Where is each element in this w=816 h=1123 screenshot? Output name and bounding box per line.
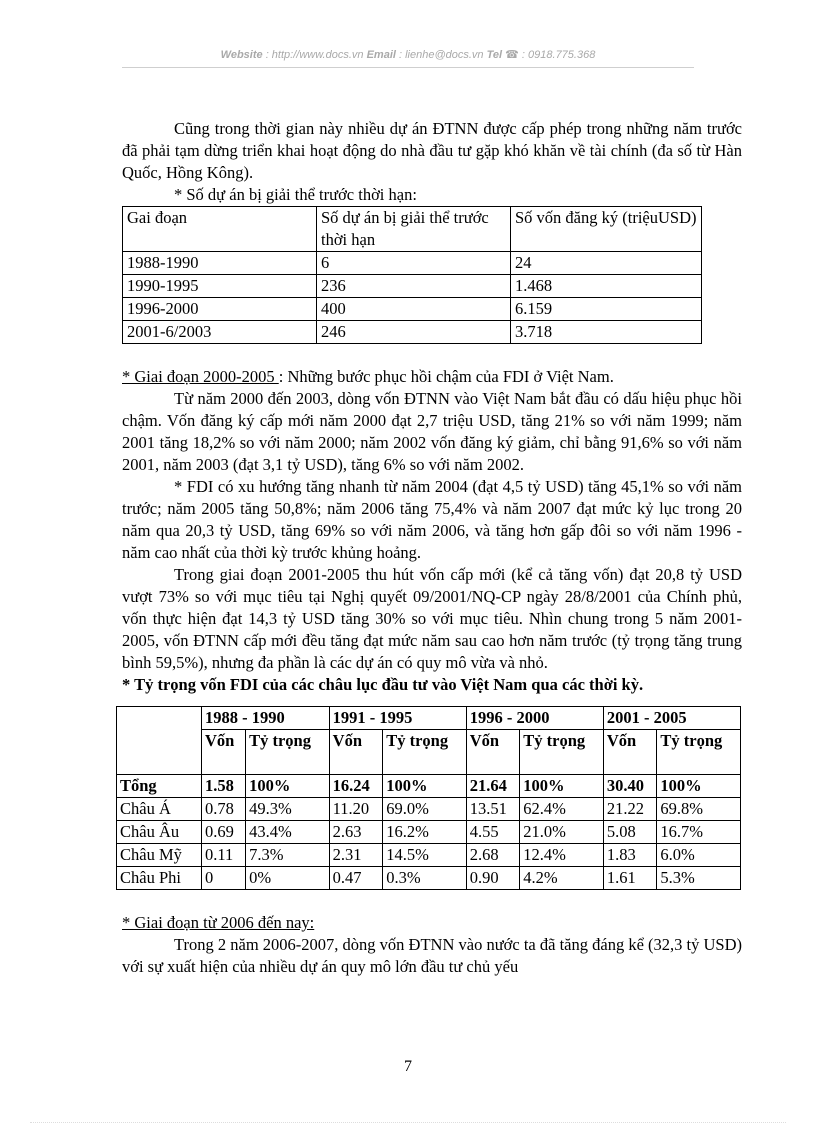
table-cell: 43.4% — [246, 821, 330, 844]
email-value[interactable]: : lienhe@docs.vn — [395, 49, 487, 61]
table-cell: 0.47 — [329, 867, 383, 890]
table-cell: 0.3% — [383, 867, 467, 890]
table-cell: 100% — [383, 775, 467, 798]
row-label: Châu Mỹ — [117, 844, 202, 867]
table-cell: 6.0% — [657, 844, 741, 867]
table-cell: 1990-1995 — [123, 275, 317, 298]
table-cell: 16.24 — [329, 775, 383, 798]
page-header — [122, 48, 694, 62]
subheader-cell: Tỷ trọng — [657, 730, 741, 775]
section-heading-underlined: * Giai đoạn từ 2006 đến nay: — [122, 913, 315, 932]
table-cell: 5.08 — [603, 821, 657, 844]
period-header: 2001 - 2005 — [603, 707, 740, 730]
section-heading-underlined: * Giai đoạn 2000-2005 — [122, 367, 279, 386]
table-cell: 62.4% — [520, 798, 604, 821]
subheader-cell: Vốn — [329, 730, 383, 775]
table-cell: 1.468 — [511, 275, 702, 298]
table-cell: 1.83 — [603, 844, 657, 867]
table-cell: 0 — [202, 867, 246, 890]
table-cell: 30.40 — [603, 775, 657, 798]
table-cell: 0.78 — [202, 798, 246, 821]
email-label: Email — [366, 49, 396, 61]
table-row — [117, 844, 741, 867]
paragraph: Trong 2 năm 2006-2007, dòng vốn ĐTNN vào nước ta đã tăng đáng kể (32,3 tỷ USD) với sự xuất hiện của nhiều dự án quy mô lớn đầu tư chủ yếu — [122, 935, 742, 976]
table-header-cell — [117, 707, 202, 775]
table-cell: 0% — [246, 867, 330, 890]
tel-label: Tel — [486, 49, 503, 61]
subheader-cell: Vốn — [202, 730, 246, 775]
table-cell: 2.68 — [466, 844, 520, 867]
table-cell: 4.2% — [520, 867, 604, 890]
table-cell: 14.5% — [383, 844, 467, 867]
paragraph: Trong giai đoạn 2001-2005 thu hút vốn cấp mới (kể cả tăng vốn) đạt 20,8 tỷ USD vượt 73% so với mục tiêu tại Nghị quyết 09/2001/NQ-CP ngày 28/8/2001 của Chính phủ, vốn thực hiện đạt 14,3 tỷ USD tăng 30% so với mục tiêu. Nhìn chung trong 5 năm 2001-2005, vốn ĐTNN cấp mới đều tăng đạt mức năm sau cao hơn năm trước (tỷ trọng tăng trung bình 59,5%), nhưng đa phần là các dự án có quy mô vừa và nhỏ. — [122, 565, 742, 672]
table-cell: 2.63 — [329, 821, 383, 844]
website-value[interactable]: : http://www.docs.vn — [262, 49, 367, 61]
table-cell: 69.8% — [657, 798, 741, 821]
table-header-cell: Số vốn đăng ký (triệuUSD) — [511, 207, 702, 252]
table-cell: 100% — [246, 775, 330, 798]
table-cell: 16.2% — [383, 821, 467, 844]
document-body — [122, 118, 742, 978]
table-subheader-row — [117, 730, 741, 775]
table1-caption: * Số dự án bị giải thể trước thời hạn: — [174, 185, 417, 204]
table-cell: 246 — [317, 321, 511, 344]
table-cell: 69.0% — [383, 798, 467, 821]
subheader-cell: Tỷ trọng — [520, 730, 604, 775]
table-row — [123, 298, 702, 321]
table-cell: 4.55 — [466, 821, 520, 844]
row-label: Châu Phi — [117, 867, 202, 890]
table-cell: 100% — [520, 775, 604, 798]
period-header: 1988 - 1990 — [202, 707, 330, 730]
table-cell: 1.58 — [202, 775, 246, 798]
table-cell: 12.4% — [520, 844, 604, 867]
table-cell: 13.51 — [466, 798, 520, 821]
table-row — [117, 798, 741, 821]
fdi-continent-table — [116, 706, 741, 890]
table-cell: 2001-6/2003 — [123, 321, 317, 344]
table-cell: 1.61 — [603, 867, 657, 890]
subheader-cell: Vốn — [603, 730, 657, 775]
subheader-cell: Vốn — [466, 730, 520, 775]
tel-value: ☎ : 0918.775.368 — [502, 49, 596, 61]
table-cell: 0.11 — [202, 844, 246, 867]
table-cell: 24 — [511, 252, 702, 275]
period-header: 1991 - 1995 — [329, 707, 466, 730]
paragraph: Cũng trong thời gian này nhiều dự án ĐTNN được cấp phép trong những năm trước đã phải tạm dừng triển khai hoạt động do nhà đầu tư gặp khó khăn về tài chính (đa số từ Hàn Quốc, Hồng Kông). — [122, 119, 742, 182]
table-cell: 400 — [317, 298, 511, 321]
table-cell: 21.64 — [466, 775, 520, 798]
period-header: 1996 - 2000 — [466, 707, 603, 730]
paragraph: * FDI có xu hướng tăng nhanh từ năm 2004 (đạt 4,5 tỷ USD) tăng 45,1% so với năm trước; năm 2005 tăng 50,8%; năm 2006 tăng 75,4% và năm 2007 đạt mức kỷ lục trong 20 năm qua 20,3 tỷ USD, tăng 69% so với năm 2006, và tăng hơn gấp đôi so với năm 1996 - năm cao nhất của thời kỳ trước khủng hoảng. — [122, 477, 742, 562]
table-cell: 1988-1990 — [123, 252, 317, 275]
table-row — [123, 321, 702, 344]
subheader-cell: Tỷ trọng — [246, 730, 330, 775]
table2-caption: * Tỷ trọng vốn FDI của các châu lục đầu tư vào Việt Nam qua các thời kỳ. — [122, 675, 644, 694]
table-cell: 1996-2000 — [123, 298, 317, 321]
table-cell: 100% — [657, 775, 741, 798]
table-row — [123, 275, 702, 298]
table-row — [123, 252, 702, 275]
table-cell: 0.90 — [466, 867, 520, 890]
section-heading — [122, 912, 742, 934]
table-cell: 49.3% — [246, 798, 330, 821]
section-heading-rest: : Những bước phục hồi chậm của FDI ở Việt Nam. — [278, 367, 614, 386]
table-cell: 7.3% — [246, 844, 330, 867]
table-cell: 0.69 — [202, 821, 246, 844]
table-row — [117, 867, 741, 890]
paragraph: Từ năm 2000 đến 2003, dòng vốn ĐTNN vào Việt Nam bắt đầu có dấu hiệu phục hồi chậm. Vốn đăng ký cấp mới năm 2000 đạt 2,7 triệu USD, tăng 21% so với năm 1999; năm 2001 tăng 18,2% so với năm 2000; năm 2002 vốn đăng ký giảm, chỉ bằng 91,6% so với năm 2001, năm 2003 (đạt 3,1 tỷ USD), tăng 6% so với năm 2002. — [122, 389, 742, 474]
header-divider — [122, 67, 694, 68]
table-cell: 5.3% — [657, 867, 741, 890]
table-cell: 21.0% — [520, 821, 604, 844]
website-label: Website — [220, 49, 263, 61]
table-cell: 21.22 — [603, 798, 657, 821]
dissolved-projects-table — [122, 206, 702, 344]
subheader-cell: Tỷ trọng — [383, 730, 467, 775]
table-row — [117, 821, 741, 844]
table-row — [117, 775, 741, 798]
table-cell: 16.7% — [657, 821, 741, 844]
table-header-cell: Gai đoạn — [123, 207, 317, 252]
table-cell: 3.718 — [511, 321, 702, 344]
row-label: Châu Á — [117, 798, 202, 821]
table-cell: 6 — [317, 252, 511, 275]
table-header-cell: Số dự án bị giải thể trước thời hạn — [317, 207, 511, 252]
table-cell: 11.20 — [329, 798, 383, 821]
row-label: Châu Âu — [117, 821, 202, 844]
table-cell: 2.31 — [329, 844, 383, 867]
table-header-row — [123, 207, 702, 252]
section-heading — [122, 366, 742, 388]
table-header-row — [117, 707, 741, 730]
table-cell: 236 — [317, 275, 511, 298]
page-number: 7 — [404, 1058, 412, 1075]
row-label: Tổng — [117, 775, 202, 798]
table-cell: 6.159 — [511, 298, 702, 321]
